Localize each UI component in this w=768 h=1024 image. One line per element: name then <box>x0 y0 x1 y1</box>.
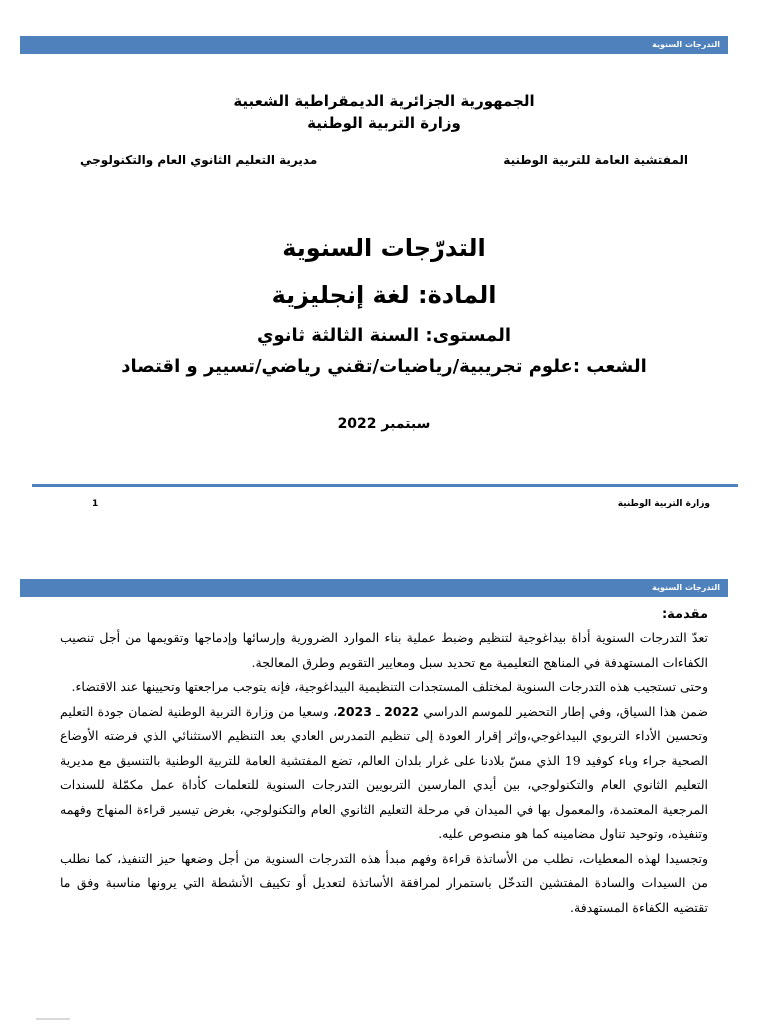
school-year-end: 2023 <box>337 703 372 719</box>
next-page-stub <box>36 1018 70 1020</box>
streams-line: الشعب :علوم تجريبية/رياضيات/تقني رياضي/تسيير و اقتصاد <box>121 356 647 377</box>
introduction-section <box>60 604 708 920</box>
inspectorate-label: المفتشية العامة للتربية الوطنية <box>503 153 688 167</box>
header-band-page2: التدرجات السنوية <box>20 579 728 597</box>
ministry-heading: وزارة التربية الوطنية <box>307 114 461 132</box>
year-dash: ـ <box>371 703 385 719</box>
republic-heading: الجمهورية الجزائرية الديمقراطية الشعبية <box>233 92 535 110</box>
intro-p3-rest: ، وسعيا من وزارة التربية الوطنية لضمان جودة التعليم وتحسين الأداء التربوي البيداغوجي،وإثر إقرار العودة إلى تنظيم التمدرس العادي بعد التنظيم الاستثنائي الذي فرضته الأوضاع الصحية جراء وباء كوفيد 19 الذي مسّ بلادنا على غرار بلدان العالم، تضع المفتشية العامة للتربية الوطنية بالتنسيق مع مديرية التعليم الثانوي العام والتكنولوجي، بين أيدي المارسين التربويين التدرجات السنوية للتعلمات كأداة عمل مكمّلة للسندات المرجعية المعتمدة، والمعمول بها في الميدان في مرحلة التعليم الثانوي العام والتكنولوجي، بغرض تيسير قراءة المنهاج وفهمه وتنفيذه، وتوحيد تناول مضامينه كما هو منصوص عليه. <box>60 703 709 841</box>
page-separator <box>0 540 768 541</box>
school-year-start: 2022 <box>384 703 419 719</box>
intro-paragraph-3 <box>60 700 708 847</box>
footer-divider <box>32 484 738 487</box>
intro-paragraph-2: وحتى تستجيب هذه التدرجات السنوية لمختلف المستجدات التنظيمية البيداغوجية، فإنه يتوجب مراجعتها وتحيينها عند الاقتضاء. <box>71 679 708 694</box>
intro-p3-start: ضمن هذا السياق، وفي إطار التحضير للموسم الدراسي <box>418 703 709 719</box>
page-number: 1 <box>92 499 99 509</box>
introduction-heading: مقدمة: <box>661 607 708 622</box>
directorate-label: مديرية التعليم الثانوي العام والتكنولوجي <box>80 153 318 167</box>
intro-paragraph-1: تعدّ التدرجات السنوية أداة بيداغوجية لتنظيم وضبط عملية بناء الموارد الضرورية وإرسائها وإدماجها وتقويمها من أجل تنصيب الكفاءات المستهدفة في المناهج التعليمية مع تحديد سبل ومعايير التقويم وطرق المعالجة. <box>60 630 708 670</box>
header-band: التدرجات السنوية <box>20 36 728 54</box>
document-date: سبتمبر 2022 <box>337 416 431 432</box>
level-line: المستوى: السنة الثالثة ثانوي <box>256 325 512 346</box>
document-title: التدرّجات السنوية <box>282 234 486 262</box>
intro-paragraph-4: وتجسيدا لهذه المعطيات، نطلب من الأساتذة قراءة وفهم مبدأ هذه التدرجات السنوية من أجل وضعها حيز التنفيذ، كما نطلب من السيدات والسادة المفتشين التدخّل باستمرار لمرافقة الأساتذة لتعديل أو تكييف الأنشطة التي يرونها مناسبة وفق ما تقتضيه الكفاءة المستهدفة. <box>60 850 708 915</box>
footer-ministry: وزارة التربية الوطنية <box>617 499 710 509</box>
subject-line: المادة: لغة إنجليزية <box>271 281 497 309</box>
